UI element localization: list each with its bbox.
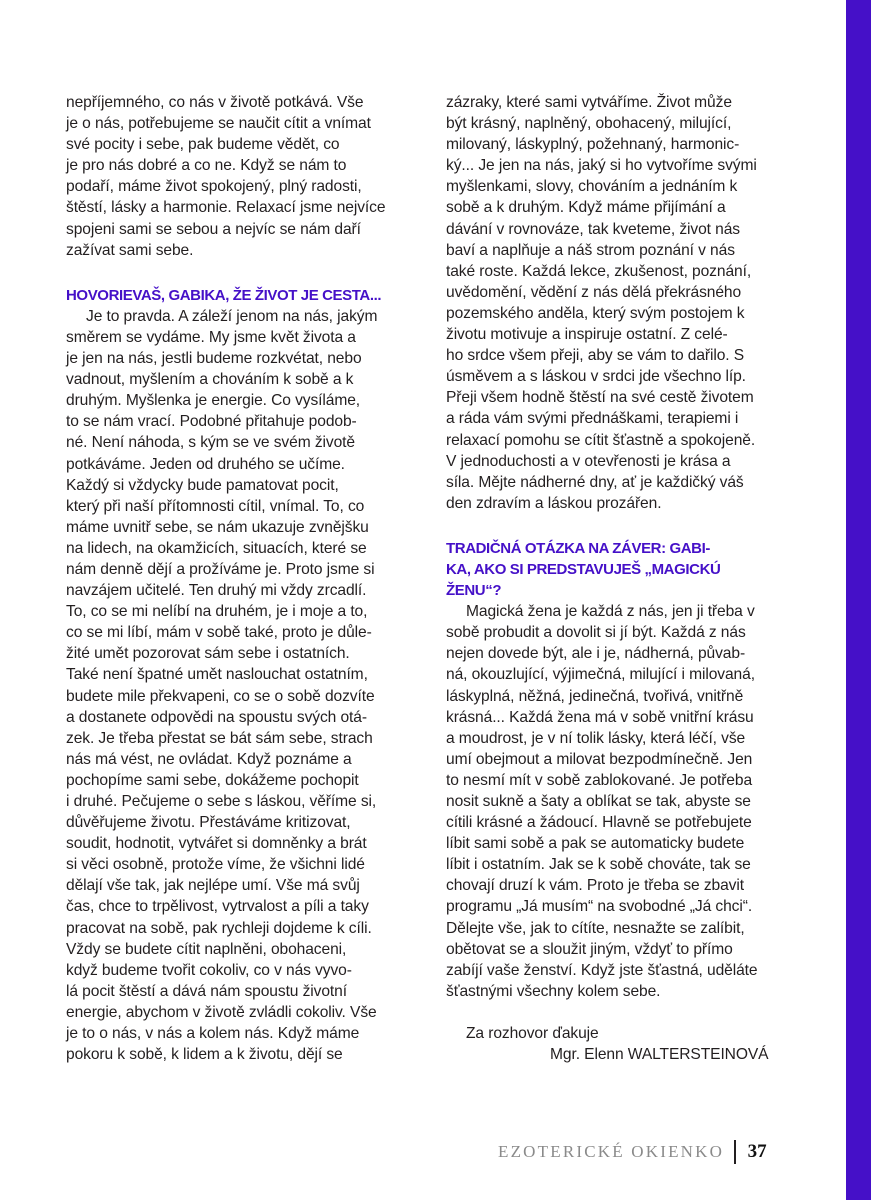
text-line: být krásný, naplněný, obohacený, milující, <box>446 115 732 133</box>
text-line: šťastnými všechny kolem sebe. <box>446 982 661 1000</box>
text-line: pokoru k sobě, k lidem a k životu, dějí se <box>66 1046 343 1064</box>
text-line: úsměvem a s láskou v srdci jde všechno líp. <box>446 368 746 386</box>
text-line: pracovat na sobě, pak rychleji dojdeme k cíli. <box>66 919 372 937</box>
text-line: životu motivuje a inspiruje ostatní. Z celé- <box>446 326 728 344</box>
text-line: to se nám vrací. Podobné přitahuje podob- <box>66 413 357 431</box>
text-line: je to o nás, v nás a kolem nás. Když máme <box>66 1025 360 1043</box>
text-line: energie, abychom v životě zvládli cokoliv. Vše <box>66 1003 377 1021</box>
left-intro-paragraph <box>66 92 430 261</box>
text-line: a dostanete odpovědi na spoustu svých otá- <box>66 708 367 726</box>
text-line: důvěřujeme životu. Přestáváme kritizovat, <box>66 814 351 832</box>
text-line: podaří, máme život spokojený, plný radosti, <box>66 178 362 196</box>
text-line: a ráda vám svými přednáškami, terapiemi i <box>446 410 739 428</box>
text-line: zek. Je třeba přestat se bát sám sebe, strach <box>66 729 373 747</box>
spacer <box>446 526 810 538</box>
text-line: né. Není náhoda, s kým se ve svém životě <box>66 434 355 452</box>
spacer <box>446 514 810 526</box>
text-line: si věci osobně, protože víme, že všichni lidé <box>66 856 365 874</box>
footer-divider <box>734 1140 736 1164</box>
heading-line: TRADIČNÁ OTÁZKA NA ZÁVER: GABI- <box>446 539 710 557</box>
accent-side-bar <box>846 0 871 1200</box>
right-column <box>446 92 810 1065</box>
text-line: nosit sukně a šaty a oblíkat se tak, abyste se <box>446 793 751 810</box>
text-line: To, co se mi nelíbí na druhém, je i moje a to, <box>66 603 368 621</box>
text-line: ná, okouzlující, výjimečná, milující i milovaná, <box>446 666 755 684</box>
text-line: druhým. Myšlenka je energie. Co vysíláme, <box>66 392 361 410</box>
text-line: cítili krásné a žádoucí. Hlavně se potřebujete <box>446 814 752 832</box>
text-line: je jen na nás, jestli budeme rozkvétat, nebo <box>66 350 362 368</box>
text-line: dělají vše tak, jak nejlépe umí. Vše má svůj <box>66 877 360 895</box>
left-body-paragraph <box>66 306 430 1065</box>
author-name: Mgr. Elenn WALTERSTEINOVÁ <box>550 1046 769 1064</box>
text-line: to nesmí mít v sobě zablokované. Je potřeba <box>446 771 753 789</box>
text-line: baví a naplňuje a náš strom poznání v nás <box>446 241 735 259</box>
text-line: líbit sami sobě a pak se automaticky budete <box>446 835 745 853</box>
section-heading-life-journey: HOVORIEVAŠ, GABIKA, ŽE ŽIVOT JE CESTA... <box>66 286 382 304</box>
text-line: síla. Mějte nádherné dny, ať je každičký váš <box>446 473 744 491</box>
text-line: Také není špatné umět naslouchat ostatním, <box>66 666 368 684</box>
text-line: spojeni sami se sebou a nejvíc se nám daří <box>66 220 361 238</box>
text-line: relaxací pomohu se cítit šťastně a spokojeně. <box>446 431 756 449</box>
text-line: když budeme tvořit cokoliv, co v nás vyvo- <box>66 961 352 979</box>
text-line: potkáváme. Jeden od druhého se učíme. <box>66 455 345 473</box>
text-line: nám denně dějí a prožíváme je. Proto jsme si <box>66 560 375 578</box>
text-line: V jednoduchosti a v otevřenosti je krása a <box>446 452 731 470</box>
text-line: líbit i ostatním. Jak se k sobě chováte, tak se <box>446 856 751 874</box>
right-intro-paragraph <box>446 92 810 514</box>
spacer <box>446 1002 810 1023</box>
text-line: na lidech, na okamžicích, situacích, které se <box>66 539 367 557</box>
text-line: také roste. Každá lekce, zkušenost, poznání, <box>446 262 752 280</box>
text-line: Vždy se budete cítit naplněni, obohaceni, <box>66 940 347 958</box>
text-line: zázraky, které sami vytváříme. Život může <box>446 94 732 111</box>
section-heading-magic-woman <box>446 538 810 601</box>
text-line: soudit, hodnotit, vytvářet si domněnky a brát <box>66 835 367 853</box>
text-line: dávání v rovnováze, tak kveteme, život nás <box>446 220 740 238</box>
text-line: žité umět pozorovat sám sebe i ostatních. <box>66 645 350 663</box>
text-line: myšlenkami, slovy, chováním a jednáním k <box>446 178 738 196</box>
text-line: den zdravím a láskou prozářen. <box>446 494 662 512</box>
text-line: nejen dovede být, ale i je, nádherná, půvab- <box>446 645 746 663</box>
text-line: své pocity i sebe, pak budeme vědět, co <box>66 136 340 154</box>
text-line: milovaný, láskyplný, požehnaný, harmonic- <box>446 136 740 154</box>
text-line: co se mi líbí, mám v sobě také, proto je důle- <box>66 624 372 642</box>
left-column <box>66 92 430 1065</box>
text-line: Magická žena je každá z nás, jen ji třeba v <box>466 603 755 621</box>
text-line: ho srdce všem přeji, aby se vám to dařilo. S <box>446 347 745 365</box>
heading-line: ŽENU“? <box>446 582 502 600</box>
text-line: chovají druzí k vám. Proto je třeba se zbavit <box>446 877 744 895</box>
text-line: pochopíme sami sebe, dokážeme pochopit <box>66 771 359 789</box>
text-line: programu „Já musím“ na svobodné „Já chci“. <box>446 898 753 916</box>
text-line: máme uvnitř sebe, se nám ukazuje zvnějšku <box>66 518 369 536</box>
signoff-text: Za rozhovor ďakuje <box>466 1025 599 1043</box>
text-line: krásná... Každá žena má v sobě vnitřní krásu <box>446 708 754 726</box>
text-line: Dělejte vše, jak to cítíte, nesnažte se zalíbit, <box>446 919 745 937</box>
text-line: zabíjí vaše ženství. Když jste šťastná, uděláte <box>446 961 758 979</box>
footer-section-title: EZOTERICKÉ OKIENKO <box>498 1142 725 1161</box>
text-line: čas, chce to trpělivost, vytrvalost a píli a taky <box>66 898 369 916</box>
text-line: lá pocit štěstí a dává nám spoustu životní <box>66 982 347 1000</box>
heading-line: KA, AKO SI PREDSTAVUJEŠ „MAGICKÚ <box>446 560 721 578</box>
text-line: nepříjemného, co nás v životě potkává. Vše <box>66 94 364 111</box>
text-line: Každý si vždycky bude pamatovat pocit, <box>66 476 339 494</box>
text-line: umí obejmout a milovat bezpodmínečně. Jen <box>446 750 753 768</box>
text-line: budete mile překvapeni, co se o sobě dozvíte <box>66 687 375 705</box>
text-line: obětovat se a sloužit jiným, vždyť to přímo <box>446 940 733 958</box>
text-line: je pro nás dobré a co ne. Když se nám to <box>66 157 347 175</box>
text-line: láskyplná, něžná, jedinečná, tvořivá, vnitřně <box>446 687 744 705</box>
text-line: navzájem učitelé. Ten druhý mi vždy zrcadlí. <box>66 582 367 600</box>
text-line: sobě a k druhým. Když máme přijímání a <box>446 199 726 217</box>
spacer <box>66 261 430 273</box>
text-line: zažívat sami sebe. <box>66 241 194 259</box>
text-line: směrem se vydáme. My jsme květ života a <box>66 328 356 346</box>
text-line: a moudrost, je v ní tolik lásky, která léčí, vše <box>446 729 746 747</box>
right-body-paragraph <box>446 601 810 1002</box>
text-line: i druhé. Pečujeme o sebe s láskou, věříme si, <box>66 793 377 810</box>
text-line: pozemského anděla, který svým postojem k <box>446 304 745 322</box>
text-line: sobě probudit a dovolit si jí být. Každá z nás <box>446 624 746 642</box>
text-line: Přeji všem hodně štěstí na své cestě životem <box>446 389 754 407</box>
text-line: Je to pravda. A záleží jenom na nás, jakým <box>86 307 378 325</box>
text-line: vadnout, myšlením a chováním k sobě a k <box>66 371 354 389</box>
text-line: štěstí, lásky a harmonie. Relaxací jsme nejvíce <box>66 199 386 217</box>
text-line: uvědomění, vědění z nás dělá překrásného <box>446 283 742 301</box>
page-footer <box>498 1137 767 1167</box>
text-line: nás má vést, ne ovládat. Když poznáme a <box>66 750 352 768</box>
text-line: který při naší přítomnosti cítil, vnímal. To, co <box>66 497 365 515</box>
spacer <box>66 273 430 285</box>
text-line: ký... Je jen na nás, jaký si ho vytvoříme svými <box>446 157 757 175</box>
text-line: je o nás, potřebujeme se naučit cítit a vnímat <box>66 115 371 133</box>
page-number: 37 <box>747 1141 767 1162</box>
